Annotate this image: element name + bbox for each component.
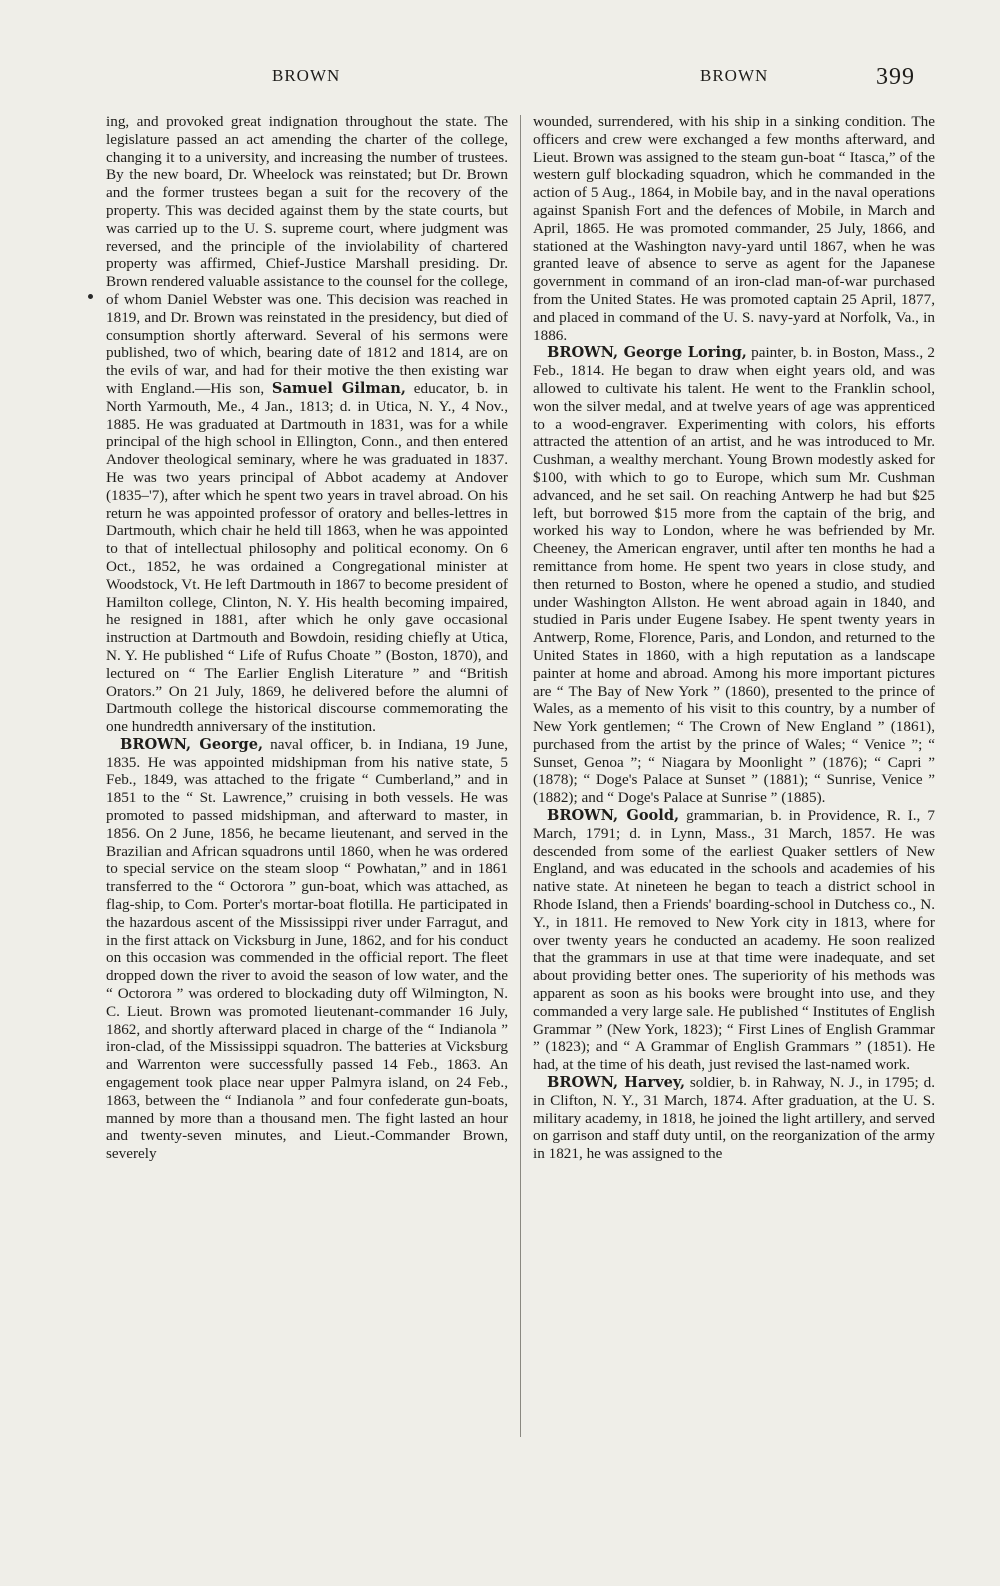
page-number: 399 (876, 64, 915, 90)
entry-text: painter, b. in Boston, Mass., 2 Feb., 1814. He began to draw when eight years old, and was allowed to cultivate his talent. He went to the Franklin school, won the silver medal, and at twelve years of age was apprenticed to a wood-engraver. Experimenting with colors, his efforts attracted the attention of an artist, and he was introduced to Mr. Cushman, a wealthy merchant. Young Brown modestly asked for $100, with which to go to Europe, which sum Mr. Cushman advanced, and he set sail. On reaching Antwerp he had but $25 left, but borrowed $15 more from the captain of the brig, and worked his way to London, where he was befriended by Mr. Cheeney, the American engraver, until after ten months he had a remittance from home. He spent two years in close study, and then returned to Boston, where he opened a studio, and studied under Washington Allston. He went abroad again in 1840, and studied in Paris under Eugene Isabey. He spent twenty years in Antwerp, Rome, Florence, Paris, and London, and returned to the United States in 1860, with a high reputation as a landscape painter at home and abroad. Among his more important pictures are “ The Bay of New York ” (1860), presented to the prince of Wales, as a memento of his visit to this country, by a number of New York gentlemen; “ The Crown of New England ” (1861), purchased from the artist by the prince of Wales; “ Venice ”; “ Sunset, Genoa ”; “ Niagara by Moonlight ” (1876); “ Capri ” (1878); “ Doge's Palace at Sunset ” (1881); “ Sunrise, Venice ” (1882); and “ Doge's Palace at Sunrise ” (1885). (533, 344, 935, 807)
paragraph-continuation (106, 113, 508, 736)
ink-spot (88, 294, 93, 299)
entry-text: grammarian, b. in Providence, R. I., 7 March, 1791; d. in Lynn, Mass., 31 March, 1857. He was descended from some of the earliest Quaker settlers of New England, and was educated in the schools and academies of his native state. At nineteen he began to teach a district school in Rhode Island, then a Friends' boarding-school in Dutchess co., N. Y., in 1811. He removed to New York city in 1813, where for over twenty years he conducted an academy. He soon realized that the grammars in use at that time were inadequate, and set about providing better ones. The superiority of his methods was apparent as soon as his books were brought into use, and they commanded a very large sale. He published “ Institutes of English Grammar ” (New York, 1823); “ First Lines of English Grammar ” (1823); and “ A Grammar of English Grammars ” (1851). He had, at the time of his death, just revised the last-named work. (533, 807, 935, 1074)
running-head-left: BROWN (272, 66, 341, 85)
entry-heading: BROWN, Harvey, (547, 1074, 686, 1092)
entry-heading: BROWN, George Loring, (547, 344, 747, 362)
paragraph-text: ing, and provoked great indignation throughout the state. The legislature passed an act amending the charter of the college, changing it to a university, and increasing the number of trustees. By the new board, Dr. Wheelock was reinstated; but Dr. Brown and the former trustees began a suit for the recovery of the property. This was decided against them by the state courts, but was carried up to the U. S. supreme court, where judgment was reversed, and the principle of the inviolability of chartered property was affirmed, Chief-Justice Marshall presiding. Dr. Brown rendered valuable assistance to the counsel for the college, of whom Daniel Webster was one. This decision was reached in 1819, and Dr. Brown was reinstated in the presidency, but died of consumption shortly afterward. Several of his sermons were published, two of which, bearing date of 1812 and 1814, are on the evils of war, and had for their motive the then existing war with England.—His son, (106, 113, 508, 397)
entry-brown-george-loring (533, 344, 935, 807)
entry-text: soldier, b. in Rahway, N. J., in 1795; d. in Clifton, N. Y., 31 March, 1874. After graduation, at the U. S. military academy, in 1818, he joined the light artillery, and served on garrison and staff duty until, on the reorganization of the army in 1821, he was assigned to the (533, 1074, 935, 1163)
entry-heading: BROWN, Goold, (547, 807, 680, 825)
paragraph-text: educator, b. in North Yarmouth, Me., 4 Jan., 1813; d. in Utica, N. Y., 4 Nov., 1885. He was graduated at Dartmouth in 1831, was for a while principal of the high school in Ellington, Conn., and then entered Andover theological seminary, where he was graduated in 1837. He was two years principal of Abbot academy at Andover (1835–'7), after which he spent two years in travel abroad. On his return he was appointed professor of oratory and belles-lettres in Dartmouth, which chair he held till 1863, when he was appointed to that of intellectual philosophy and political economy. On 6 Oct., 1852, he was ordained a Congregational minister at Woodstock, Vt. He left Dartmouth in 1867 to become president of Hamilton college, Clinton, N. Y. His health becoming impaired, he resigned in 1881, after which he only gave occasional instruction at Dartmouth and Bowdoin, residing chiefly at Utica, N. Y. He published “ Life of Rufus Choate ” (Boston, 1870), and lectured on “ The Earlier English Literature ” and “British Orators.” On 21 July, 1869, he delivered before the alumni of Dartmouth college the historical discourse commemorating the one hundredth anniversary of the institution. (106, 379, 508, 736)
column-divider-lower (520, 737, 521, 1437)
column-divider (520, 115, 521, 737)
right-column (533, 113, 935, 1163)
entry-heading-samuel-gilman: Samuel Gilman, (271, 379, 406, 397)
left-column (106, 113, 508, 1163)
running-head-right: BROWN (700, 66, 769, 85)
entry-heading: BROWN, George, (120, 735, 264, 753)
entry-brown-goold (533, 807, 935, 1074)
paragraph-continuation (533, 113, 935, 344)
entry-brown-harvey (533, 1074, 935, 1163)
entry-brown-george (106, 736, 508, 1163)
entry-text: naval officer, b. in Indiana, 19 June, 1835. He was appointed midshipman from his native state, 5 Feb., 1849, was attached to the frigate “ Cumberland,” and in 1851 to the “ St. Lawrence,” cruising in both vessels. He was promoted to passed midshipman, and afterward to master, in 1856. On 2 June, 1856, he became lieutenant, and served in the Brazilian and African squadrons until 1860, when he was ordered to special service on the steam sloop “ Powhatan,” and in 1861 transferred to the “ Octorora ” gun-boat, which was attached, as flag-ship, to Com. Porter's mortar-boat flotilla. He participated in the hazardous ascent of the Mississippi river under Farragut, and in the first attack on Vicksburg in June, 1862, and for his conduct on this occasion was commended in the official report. The fleet dropped down the river to avoid the season of low water, and the “ Octorora ” was ordered to blockading duty off Wilmington, N. C. Lieut. Brown was promoted lieutenant-commander 16 July, 1862, and shortly afterward placed in charge of the “ Indianola ” iron-clad, of the Mississippi squadron. The batteries at Vicksburg and Warrenton were successfully passed 14 Feb., 1863. An engagement took place near upper Palmyra island, on 24 Feb., 1863, between the “ Indianola ” and four confederate gun-boats, manned by more than a thousand men. The fight lasted an hour and twenty-seven minutes, and Lieut.-Commander Brown, severely (106, 735, 509, 1163)
paragraph-text: wounded, surrendered, with his ship in a sinking condition. The officers and crew were exchanged a few months afterward, and Lieut. Brown was assigned to the steam gun-boat “ Itasca,” of the western gulf blockading squadron, which he commanded in the action of 5 Aug., 1864, in Mobile bay, and in the naval operations against Spanish Fort and the defences of Mobile, in March and April, 1865. He was promoted commander, 25 July, 1866, and stationed at the Washington navy-yard until 1867, when he was granted leave of absence to serve as agent for the Japanese government in command of an iron-clad man-of-war purchased from the United States. He was promoted captain 25 April, 1877, and placed in command of the U. S. navy-yard at Norfolk, Va., in 1886. (533, 113, 935, 344)
